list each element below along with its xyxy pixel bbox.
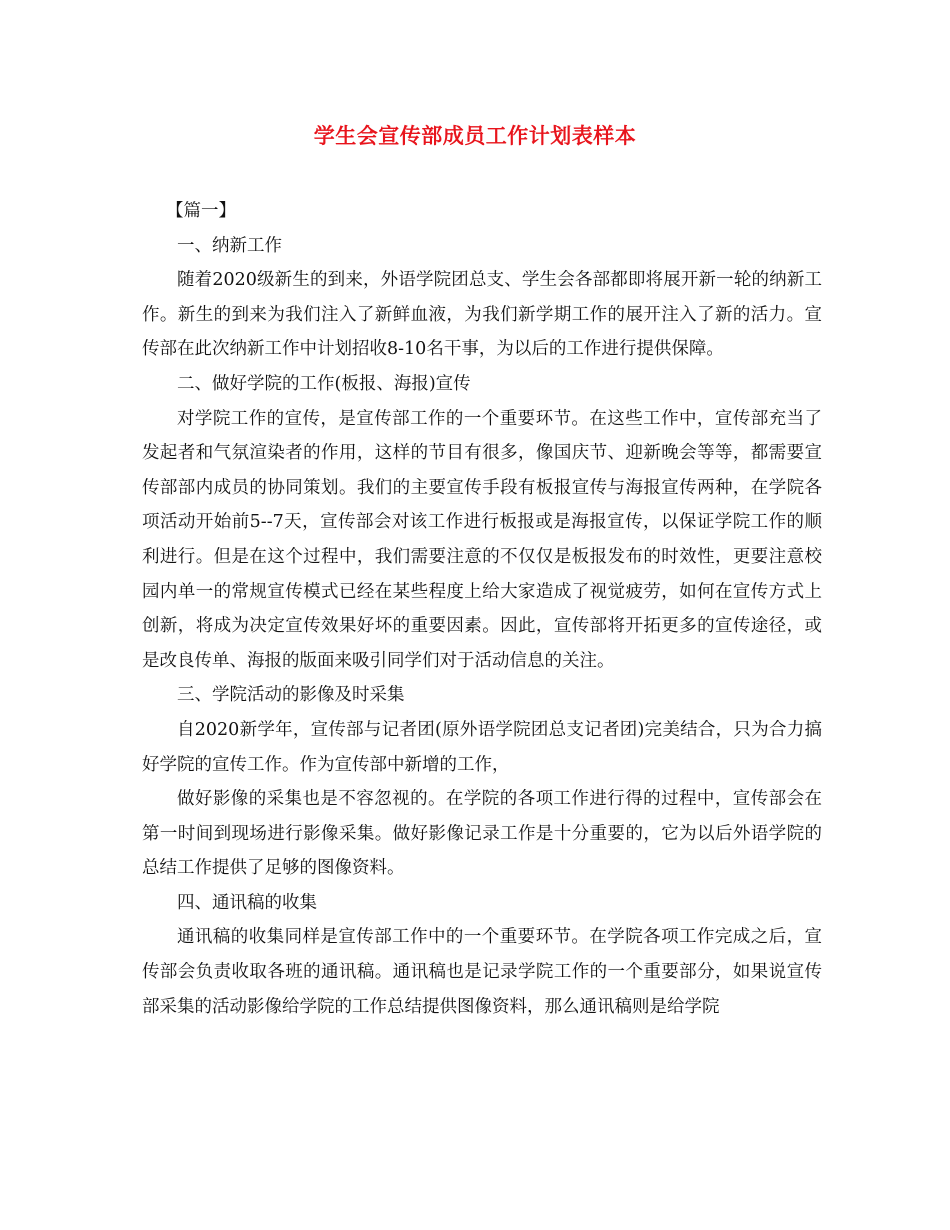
document-body: [142, 194, 822, 1024]
section-label: 【篇一】: [166, 201, 236, 221]
paragraph-image-collection-1: 自2020新学年，宣传部与记者团(原外语学院团总支记者团)完美结合，只为合力搞好学院的宣传工作。作为宣传部中新增的工作，: [142, 719, 822, 775]
document-title: 学生会宣传部成员工作计划表样本: [313, 123, 637, 148]
paragraph-news-collection: 通讯稿的收集同样是宣传部工作中的一个重要环节。在学院各项工作完成之后，宣传部会负责收取各班的通讯稿。通讯稿也是记录学院工作的一个重要部分，如果说宣传部采集的活动影像给学院的工作总结提供图像资料，那么通讯稿则是给学院: [142, 927, 822, 1017]
heading-publicity: 二、做好学院的工作(板报、海报)宣传: [177, 373, 471, 394]
heading-image-collection: 三、学院活动的影像及时采集: [177, 685, 405, 706]
heading-news-collection: 四、通讯稿的收集: [177, 892, 317, 913]
paragraph-image-collection-2: 做好影像的采集也是不容忽视的。在学院的各项工作进行得的过程中，宣传部会在第一时间到现场进行影像采集。做好影像记录工作是十分重要的，它为以后外语学院的总结工作提供了足够的图像资料。: [142, 789, 822, 879]
paragraph-recruitment: 随着2020级新生的到来，外语学院团总支、学生会各部都即将展开新一轮的纳新工作。新生的到来为我们注入了新鲜血液，为我们新学期工作的展开注入了新的活力。宣传部在此次纳新工作中计划招收8-10名干事，为以后的工作进行提供保障。: [142, 270, 822, 360]
paragraph-publicity: 对学院工作的宣传，是宣传部工作的一个重要环节。在这些工作中，宣传部充当了发起者和气氛渲染者的作用，这样的节目有很多，像国庆节、迎新晚会等等，都需要宣传部部内成员的协同策划。我们的主要宣传手段有板报宣传与海报宣传两种，在学院各项活动开始前5--7天，宣传部会对该工作进行板报或是海报宣传，以保证学院工作的顺利进行。但是在这个过程中，我们需要注意的不仅仅是板报发布的时效性，更要注意校园内单一的常规宣传模式已经在某些程度上给大家造成了视觉疲劳，如何在宣传方式上创新，将成为决定宣传效果好坏的重要因素。因此，宣传部将开拓更多的宣传途径，或是改良传单、海报的版面来吸引同学们对于活动信息的关注。: [142, 408, 822, 671]
heading-recruitment: 一、纳新工作: [177, 235, 282, 256]
